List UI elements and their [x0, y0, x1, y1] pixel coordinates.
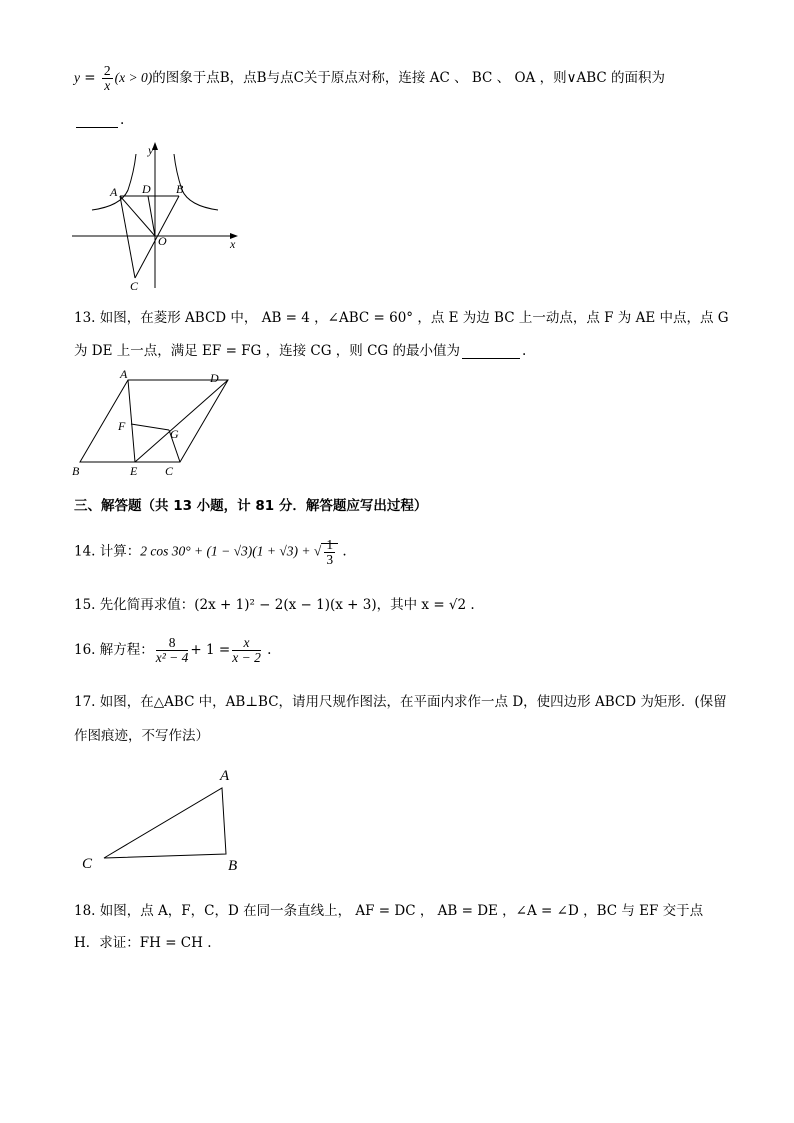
- q12-line1: [74, 64, 665, 93]
- q13-answer-blank: [462, 346, 520, 359]
- q15-line: [74, 593, 475, 613]
- figure-q17-triangle: [74, 762, 254, 877]
- fig12-label-d: D: [142, 182, 151, 196]
- q16-mid: + 1 =: [190, 642, 231, 658]
- q12-frac-num: 2: [103, 63, 111, 78]
- fig13-label-c: C: [165, 464, 174, 478]
- q12-answer-blank: [76, 115, 118, 128]
- q14-end: .: [342, 543, 347, 560]
- q14-part1: 2 cos 30° +: [140, 543, 207, 559]
- q12-eq-y: y: [74, 70, 80, 85]
- q13-text-line2: 为 DE 上一点，满足 EF = FG ，连接 CG ，则 CG 的最小值为: [74, 343, 461, 359]
- q16-prefix: 16. 解方程：: [74, 642, 154, 658]
- q16-line: [74, 636, 271, 665]
- fig13-label-a: A: [120, 368, 128, 381]
- q13-line2: [74, 339, 526, 359]
- q15-text: 15. 先化简再求值：(2x + 1)² − 2(x − 1)(x + 3)，其中 x = √2 .: [74, 597, 475, 613]
- q17-text-line2: 作图痕迹，不写作法）: [74, 728, 209, 744]
- q14-prefix: 14. 计算：: [74, 543, 141, 560]
- q12-end: .: [120, 112, 125, 128]
- figure-q12-hyperbola: [66, 138, 256, 298]
- q12-text: 的图象于点B，点B与点C关于原点对称，连接 AC 、 BC 、 OA ，则∨ABC 的面积为: [152, 70, 665, 86]
- fig12-label-c: C: [130, 279, 139, 293]
- fig12-label-b: B: [176, 182, 184, 196]
- q18-text-line2: H．求证：FH = CH .: [74, 935, 212, 951]
- fig12-label-a: A: [110, 185, 118, 199]
- fig13-label-d: D: [210, 371, 219, 385]
- q16-f2-num: x: [232, 636, 261, 651]
- q14-line: [74, 538, 347, 567]
- q14-sqrt-fraction: [324, 538, 335, 567]
- q12-frac-den: x: [104, 78, 111, 93]
- fig12-label-o: O: [158, 234, 167, 248]
- fig17-label-a: A: [220, 768, 230, 784]
- section-heading: [74, 494, 427, 514]
- fig12-label-x: x: [230, 237, 236, 251]
- fig13-label-e: E: [130, 464, 138, 478]
- q12-fraction: [102, 64, 113, 93]
- q16-f2-den: x − 2: [232, 650, 261, 665]
- figure-q13-rhombus: [68, 368, 248, 480]
- q12-condition: (x > 0): [114, 70, 153, 85]
- fig17-label-c: C: [82, 856, 93, 872]
- q18-line2: [74, 931, 212, 951]
- q17-text-line1: 17. 如图，在△ABC 中，AB⊥BC，请用尺规作图法，在平面内求作一点 D，使四边形 ABCD 为矩形．(保留: [74, 694, 727, 710]
- q18-line1: [74, 899, 703, 919]
- section-title: 三、解答题（共 13 小题，计 81 分．解答题应写出过程）: [74, 498, 428, 514]
- q14-sqrt-den: 3: [326, 552, 334, 567]
- fig13-label-f: F: [118, 419, 126, 433]
- fig13-label-b: B: [72, 464, 80, 478]
- q12-line2: [74, 112, 124, 128]
- q18-text-line1: 18. 如图，点 A，F，C，D 在同一条直线上， AF = DC ， AB = DE ，∠A = ∠D ，BC 与 EF 交于点: [74, 903, 704, 919]
- q13-line1: [74, 306, 729, 326]
- q14-sqrt-num: 1: [326, 537, 334, 552]
- q13-text-line1: 13. 如图，在菱形 ABCD 中， AB = 4 ，∠ABC = 60° ，点 E 为边 BC 上一动点，点 F 为 AE 中点，点 G: [74, 310, 729, 326]
- q12-eq-equals: =: [80, 70, 100, 86]
- q16-fraction-2: [232, 636, 261, 665]
- q16-f1-num: 8: [156, 636, 189, 651]
- q16-f1-den: x² − 4: [155, 650, 189, 665]
- q17-line1: [74, 690, 727, 710]
- fig13-label-g: G: [170, 427, 179, 441]
- q14-part2: (1 − √3)(1 + √3) +: [206, 543, 314, 559]
- q13-end: .: [522, 343, 527, 359]
- q14-sqrt: √ $\frac{1}{3}$: [314, 543, 338, 559]
- fig12-label-y: y: [148, 143, 154, 157]
- q17-line2: [74, 724, 209, 744]
- fig17-label-b: B: [228, 858, 238, 874]
- q16-end: .: [267, 642, 272, 658]
- q16-fraction-1: [156, 636, 189, 665]
